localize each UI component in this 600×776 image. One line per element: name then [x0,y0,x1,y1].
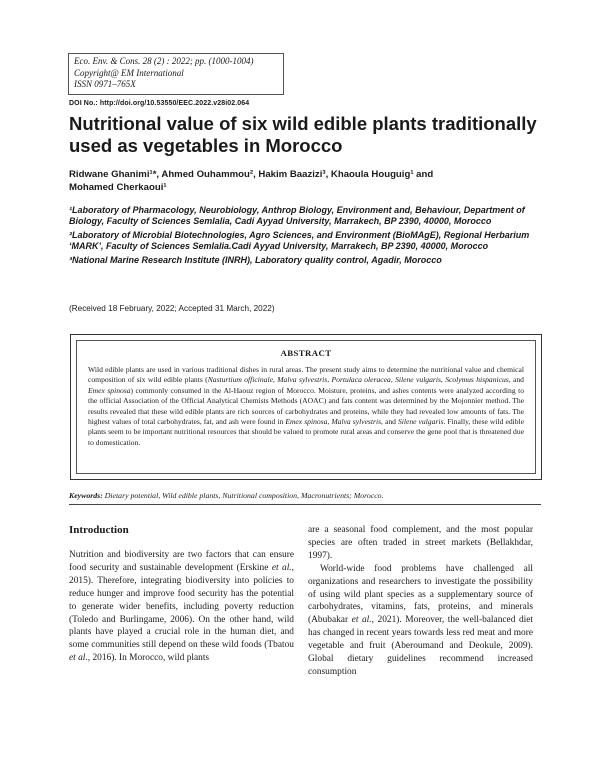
abstract-box [70,334,542,480]
abstract-text [88,365,524,448]
species-name: Nasturtium officinale, Malva sylvestris, Portulaca oleracea, Silene vulgaris, Scolymus hispanicus, [207,375,511,385]
citation-etal: et al., [351,615,374,626]
journal-citation: Eco. Env. & Cons. 28 (2) : 2022; pp. (1000-1004) [74,56,254,66]
section-divider [69,504,541,505]
author-list [69,168,509,194]
abstract-inner-frame [76,340,536,474]
affiliation-3: ³National Marine Research Institute (INRH), Laboratory quality control, Agadir, Morocco [69,254,442,265]
text-fragment: 2016). In Morocco, wild plants [90,653,210,664]
species-name: Emex spinosa, Malva sylvestris, [285,417,383,427]
right-column [308,524,533,679]
body-paragraph [69,549,294,665]
text-fragment: 2021). Moreover, the well-balanced diet has changed in recent years towards less red meat and more vegetable and fruit (Aberoumand and Deokule, 2009). Global dietary guidelines recommend increased consumption [308,615,534,677]
received-dates: (Received 18 February, 2022; Accepted 31 March, 2022) [69,304,275,313]
species-name: Emex spinosa [88,385,131,395]
text-fragment: 2015). Therefore, integrating biodiversity into policies to reduce hunger and improve food security has the potential to generate wider benefits, including poverty reduction (Toledo and Burlingame, 2006). On the other hand, wild plants have played a crucial role in the human diet, and some communities still depend on these wild foods (Tbatou [69,575,294,651]
journal-copyright: Copyright@ EM International [74,67,184,78]
abstract-fragment: . Finally, these wild edible plants seem to be important nutritional resources that should be valued to promote rural areas and conserve the gene pool that is threatened due to domestication. [88,417,525,447]
journal-citation-box [68,53,284,95]
article-title: Nutritional value of six wild edible plants traditionally used as vegetables in Morocco [69,113,537,156]
abstract-heading: ABSTRACT [280,348,332,358]
keywords-text: Dietary potential, Wild edible plants, Nutritional composition, Macronutrients; Morocco. [102,491,384,500]
left-column [69,524,294,665]
body-paragraph [308,563,533,679]
abstract-fragment: ) commonly consumed in the Al-Haouz region of Morocco. Moisture, proteins, and ashes contents were analyzed according to the official Association of the Official Analytical Chemists Methods (AOAC) and fats content was determined by the Mojonnier method. The results revealed that these wild edible plants are rich sources of carbohydrates and proteins, while they had revealed low amounts of fats. The highest values of total carbohydrates, fat, and ash were found in [88,385,524,427]
affiliation-2: ²Laboratory of Microbial Biotechnologies, Agro Sciences, and Environment (BioMAgE), Regional Herbarium ‘MARK’, Faculty of Sciences Semlalia.Cadi Ayyad University, Marrakech, BP 2390, 40000, Morocco [69,229,530,252]
species-name: Silene vulgaris [397,417,444,427]
affiliations [69,205,539,268]
author-line: Ridwane Ghanimi¹*, Ahmed Ouhammou², Hakim Baazizi³, Khaoula Houguig¹ and [69,169,434,180]
abstract-fragment: and [382,417,398,427]
text-fragment: Nutrition and biodiversity are two factors that can ensure food security and sustainable development (Erskine [69,550,294,573]
citation-etal: et al., [69,653,91,664]
keywords-label: Keywords: [69,491,103,500]
text-fragment: World-wide food problems have challenged all organizations and researchers to investigate the possibility of using wild plant species as a supplementary source of carbohydrates, vitamins, fats, proteins, and minerals (Abubakar [308,563,533,626]
affiliation-1: ¹Laboratory of Pharmacology, Neurobiology, Anthrop Biology, Environment and, Behaviour, Department of Biology, Faculty of Sciences Semlalia, Cadi Ayyad University, Marrakech, BP 2390, 40000, Morocco [69,205,525,227]
citation-etal: et al., [271,562,294,573]
abstract-fragment: and [510,375,524,385]
journal-issn: ISSN 0971–765X [74,79,136,89]
author-line: Mohamed Cherkaoui¹ [69,182,167,193]
introduction-heading: Introduction [69,524,129,536]
keywords [69,491,384,500]
abstract-fragment: Wild edible plants are used in various traditional dishes in rural areas. The present study aims to determine the nutritional value and chemical composition of six wild edible plants ( [88,365,524,385]
doi-link[interactable]: DOI No.: http://doi.org/10.53550/EEC.2022.v28i02.064 [69,100,250,107]
body-paragraph: are a seasonal food complement, and the most popular species are often traded in street markets (Bellakhdar, 1997). [308,525,533,561]
